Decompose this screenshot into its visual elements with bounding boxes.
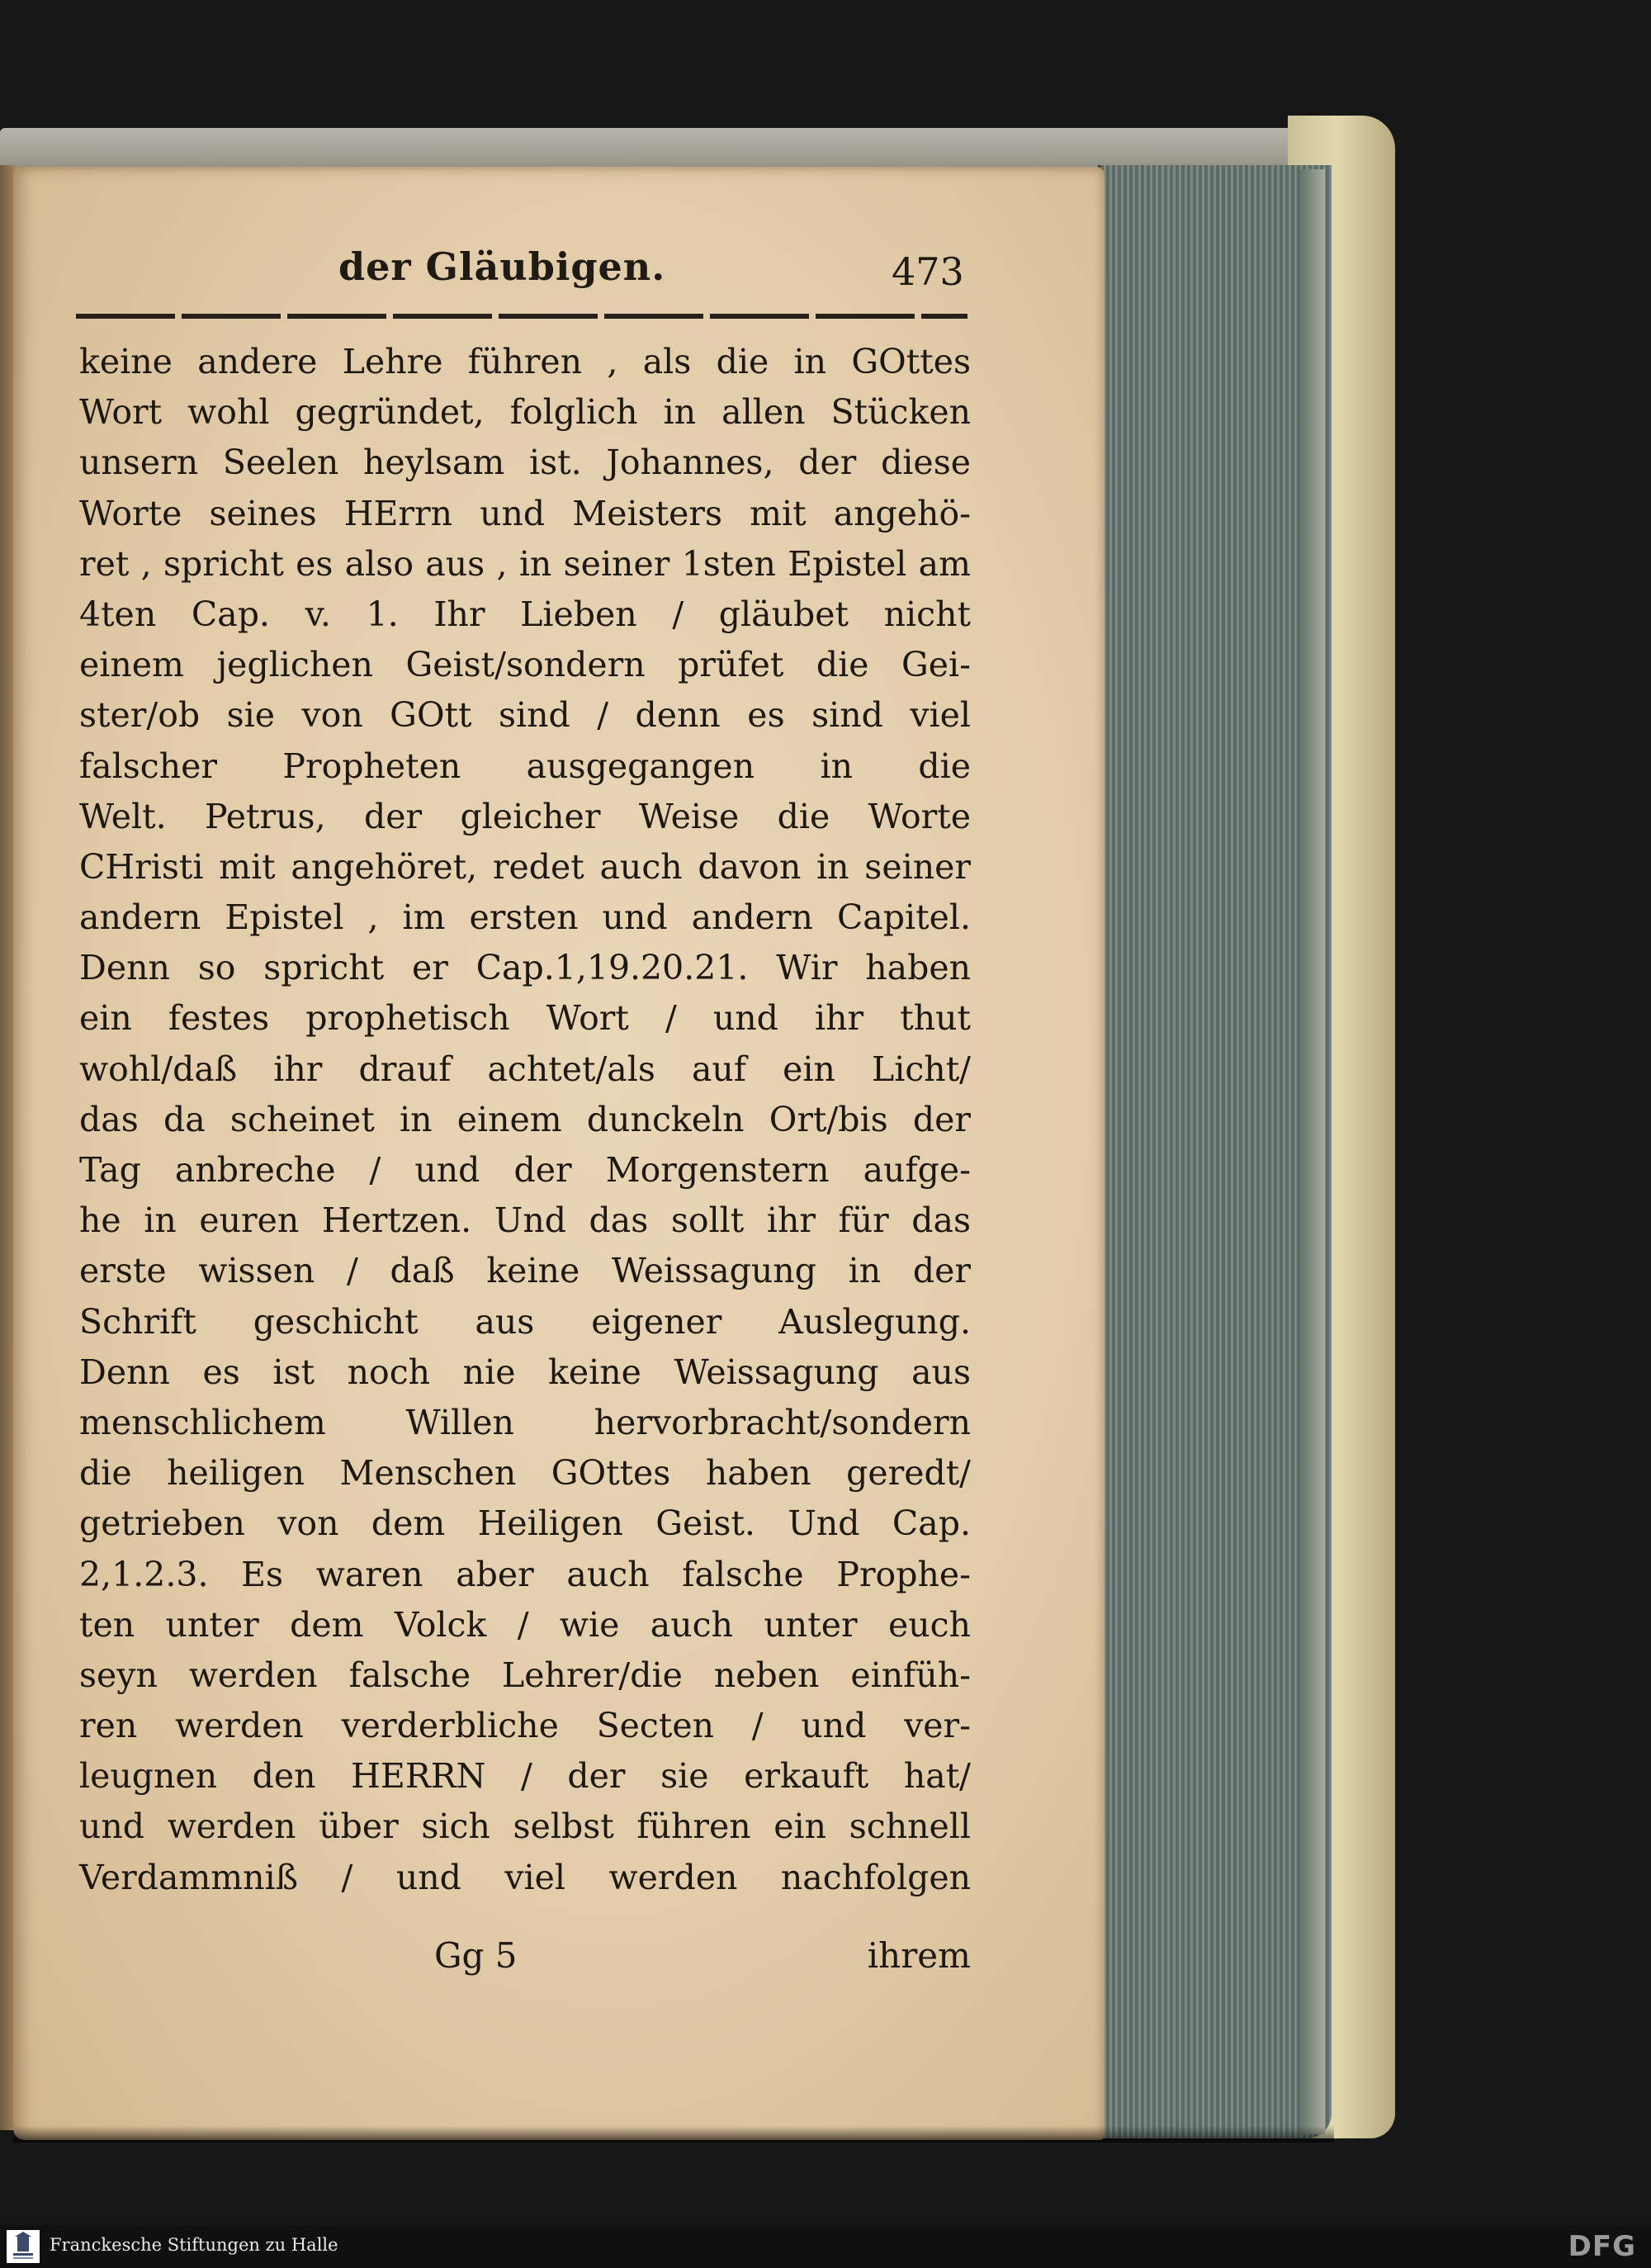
running-header: der Gläubigen. <box>338 244 666 289</box>
text-line: und werden über sich selbst führen ein schnell <box>79 1806 971 1847</box>
text-line: ein festes prophetisch Wort / und ihr thut <box>79 998 971 1039</box>
page-shadow <box>13 2126 1334 2143</box>
text-line: leugnen den HERRN / der sie erkauft hat/ <box>79 1756 971 1797</box>
text-line: ret , spricht es also aus , in seiner 1sten Epistel am <box>79 543 971 584</box>
text-line: andern Epistel , im ersten und andern Capitel. <box>79 897 971 938</box>
signature-mark: Gg 5 <box>434 1935 518 1976</box>
text-line: keine andere Lehre führen , als die in GOttes <box>79 342 971 381</box>
text-line: Tag anbreche / und der Morgenstern aufge- <box>79 1150 971 1190</box>
catchword: ihrem <box>867 1935 971 1976</box>
credit-bar <box>0 2225 1651 2268</box>
text-line: Denn es ist noch nie keine Weissagung aus <box>79 1352 971 1392</box>
page-footer <box>79 1935 971 1985</box>
institution-name: Franckesche Stiftungen zu Halle <box>50 2235 338 2255</box>
text-line: erste wissen / daß keine Weissagung in der <box>79 1251 971 1291</box>
text-line: Verdammniß / und viel werden nachfolgen <box>79 1857 971 1897</box>
text-line: 4ten Cap. v. 1. Ihr Lieben / gläubet nicht <box>79 594 971 634</box>
text-line: einem jeglichen Geist/sondern prüfet die Gei- <box>79 645 971 685</box>
text-line: Denn so spricht er Cap.1,19.20.21. Wir haben <box>79 948 971 988</box>
text-line: falscher Propheten ausgegangen in die <box>79 746 971 786</box>
text-line: 2,1.2.3. Es waren aber auch falsche Prophe- <box>79 1554 971 1594</box>
page-block-fore-edge <box>1300 169 1325 2134</box>
dfg-logo: DFG <box>1568 2230 1636 2263</box>
text-line: he in euren Hertzen. Und das sollt ihr für das <box>79 1200 971 1241</box>
page-block-edges <box>1098 165 1332 2138</box>
text-line: die heiligen Menschen GOttes haben geredt/ <box>79 1453 971 1494</box>
text-line: Wort wohl gegründet, folglich in allen Stücken <box>79 392 971 433</box>
text-line: unsern Seelen heylsam ist. Johannes, der diese <box>79 443 971 483</box>
institution-logo-icon <box>7 2230 40 2263</box>
page-number: 473 <box>892 249 964 294</box>
text-line: Worte seines HErrn und Meisters mit angehö- <box>79 493 971 533</box>
header-rule <box>76 314 967 319</box>
text-line: ten unter dem Volck / wie auch unter euch <box>79 1604 971 1645</box>
text-line: menschlichem Willen hervorbracht/sondern <box>79 1402 971 1442</box>
text-line: Welt. Petrus, der gleicher Weise die Worte <box>79 796 971 836</box>
text-line: Schrift geschicht aus eigener Auslegung. <box>79 1301 971 1342</box>
text-line: wohl/daß ihr drauf achtet/als auf ein Licht/ <box>79 1049 971 1089</box>
text-line: seyn werden falsche Lehrer/die neben einfüh- <box>79 1655 971 1695</box>
text-line: ster/ob sie von GOtt sind / denn es sind viel <box>79 695 971 736</box>
body-text <box>79 337 971 1903</box>
text-line: getrieben von dem Heiligen Geist. Und Cap. <box>79 1503 971 1544</box>
text-line: das da scheinet in einem dunckeln Ort/bis der <box>79 1099 971 1139</box>
text-line: CHristi mit angehöret, redet auch davon in seiner <box>79 846 971 887</box>
text-line: ren werden verderbliche Secten / und ver- <box>79 1706 971 1746</box>
